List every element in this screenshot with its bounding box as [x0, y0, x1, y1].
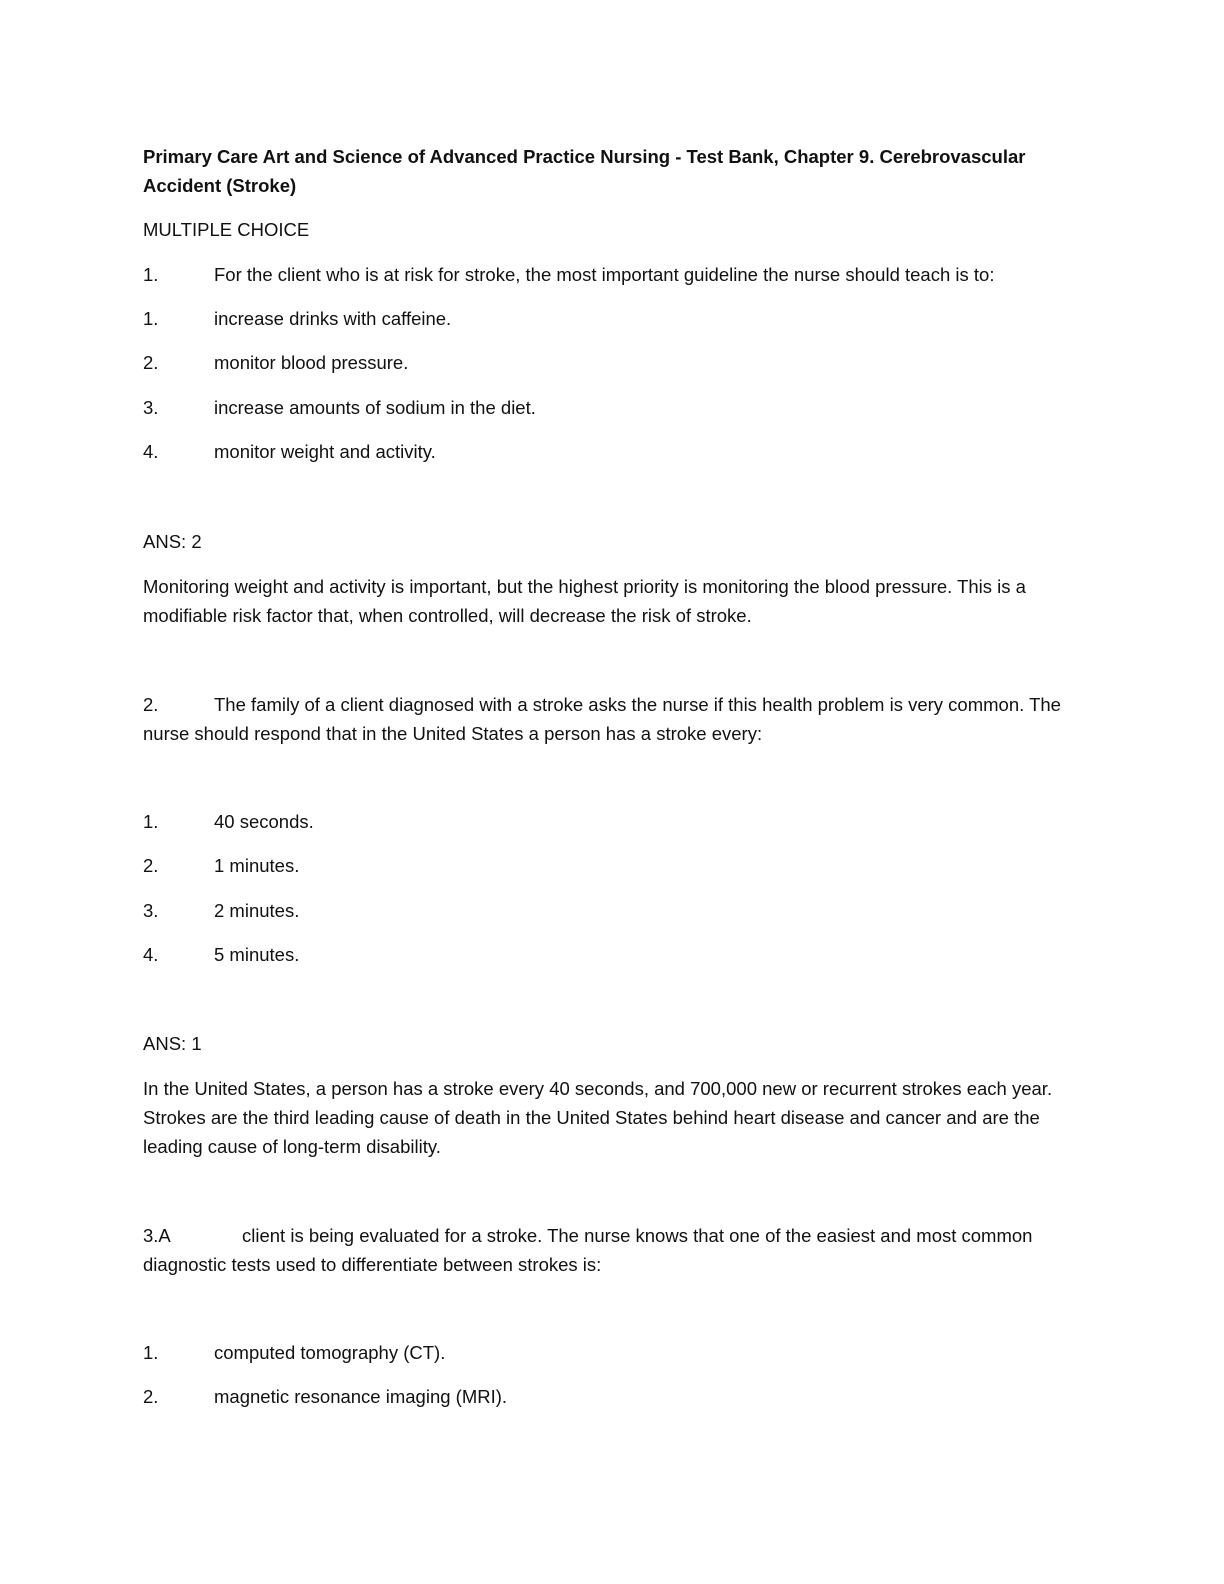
q2-option-3-text: 2 minutes. [214, 900, 300, 921]
q1-option-1-text: increase drinks with caffeine. [214, 308, 452, 329]
document-title: Primary Care Art and Science of Advanced Practice Nursing - Test Bank, Chapter 9. Cerebrovascular Accident (Stroke) [143, 146, 1026, 196]
q1-answer: ANS: 2 [143, 531, 202, 552]
q2-option-3-number: 3. [143, 900, 159, 921]
q2-option-1-number: 1. [143, 811, 159, 832]
q3-option-1-number: 1. [143, 1342, 159, 1363]
q2-option-1-text: 40 seconds. [214, 811, 314, 832]
q2-option-4-number: 4. [143, 944, 159, 965]
q3-option-2-text: magnetic resonance imaging (MRI). [214, 1386, 508, 1407]
q2-option-2-text: 1 minutes. [214, 855, 300, 876]
section-heading: MULTIPLE CHOICE [143, 219, 310, 240]
question-2-stem: The family of a client diagnosed with a stroke asks the nurse if this health problem is very common. The nurse should respond that in the United States a person has a stroke every: [143, 694, 1061, 744]
q1-option-4-number: 4. [143, 441, 159, 462]
question-2 [143, 690, 1083, 748]
q3-option-2-number: 2. [143, 1386, 159, 1407]
q1-option-3-text: increase amounts of sodium in the diet. [214, 397, 536, 418]
q1-option-2-number: 2. [143, 352, 159, 373]
q1-rationale: Monitoring weight and activity is important, but the highest priority is monitoring the blood pressure. This is a modifiable risk factor that, when controlled, will decrease the risk of stroke. [143, 576, 1026, 626]
q2-option-2-number: 2. [143, 855, 159, 876]
question-3-stem: client is being evaluated for a stroke. The nurse knows that one of the easiest and most common diagnostic tests used to differentiate between strokes is: [143, 1225, 1033, 1275]
question-1-number: 1. [143, 264, 159, 285]
q1-option-2-text: monitor blood pressure. [214, 352, 409, 373]
question-1-stem: For the client who is at risk for stroke, the most important guideline the nurse should teach is to: [214, 264, 995, 285]
q1-option-3-number: 3. [143, 397, 159, 418]
question-3 [143, 1221, 1083, 1279]
q3-option-1-text: computed tomography (CT). [214, 1342, 446, 1363]
q1-option-4-text: monitor weight and activity. [214, 441, 436, 462]
q2-answer: ANS: 1 [143, 1033, 202, 1054]
q2-option-4-text: 5 minutes. [214, 944, 300, 965]
q2-rationale: In the United States, a person has a stroke every 40 seconds, and 700,000 new or recurrent strokes each year. Strokes are the third leading cause of death in the United States behind heart disease and cancer and are the leading cause of long-term disability. [143, 1078, 1053, 1157]
question-2-number: 2. [143, 694, 159, 715]
q1-option-1-number: 1. [143, 308, 159, 329]
question-3-number: 3.A [143, 1225, 171, 1246]
